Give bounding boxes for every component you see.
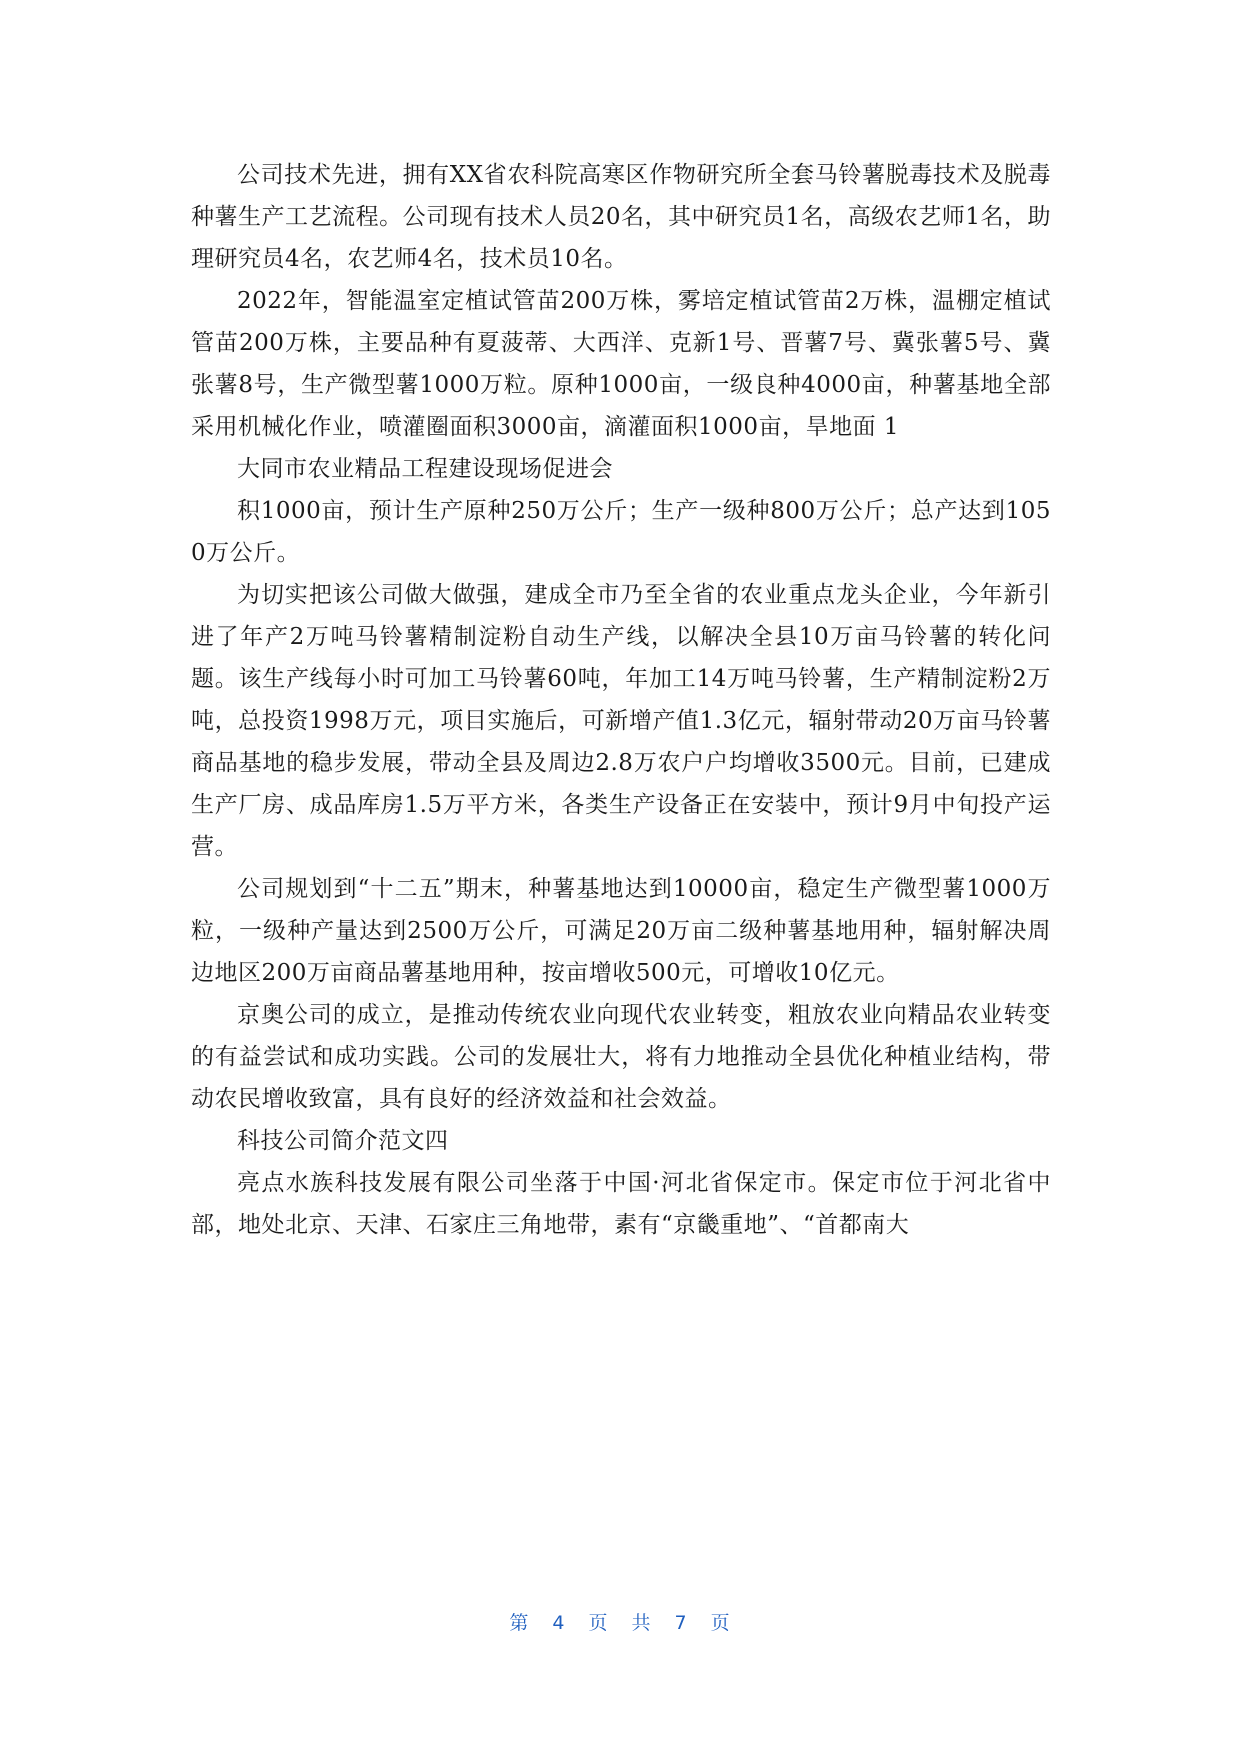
paragraph-2022-production: 2022年，智能温室定植试管苗200万株，雾培定植试管苗2万株，温棚定植试管苗200万株，主要品种有夏菠蒂、大西洋、克新1号、晋薯7号、冀张薯5号、冀张薯8号，生产微型薯1000万粒。原种1000亩，一级良种4000亩，种薯基地全部采用机械化作业，喷灌圈面积3000亩，滴灌面积1000亩，旱地面 1 bbox=[191, 288, 1051, 440]
paragraph-starch-line: 为切实把该公司做大做强，建成全市乃至全省的农业重点龙头企业，今年新引进了年产2万吨马铃薯精制淀粉自动生产线，以解决全县10万亩马铃薯的转化问题。该生产线每小时可加工马铃薯60吨，年加工14万吨马铃薯，生产精制淀粉2万吨，总投资1998万元，项目实施后，可新增产值1.3亿元，辐射带动20万亩马铃薯商品基地的稳步发展，带动全县及周边2.8万农户户均增收3500元。目前，已建成生产厂房、成品库房1.5万平方米，各类生产设备正在安装中，预计9月中旬投产运营。 bbox=[191, 582, 1051, 860]
paragraph-meeting-title: 大同市农业精品工程建设现场促进会 bbox=[237, 456, 613, 482]
page-number-footer: 第 4 页 共 7 页 bbox=[509, 1612, 732, 1634]
paragraph-liangdian-intro: 亮点水族科技发展有限公司坐落于中国·河北省保定市。保定市位于河北省中部，地处北京、天津、石家庄三角地带，素有“京畿重地”、“首都南大 bbox=[191, 1170, 1051, 1238]
paragraph-five-year-plan: 公司规划到“十二五”期末，种薯基地达到10000亩，稳定生产微型薯1000万粒，一级种产量达到2500万公斤，可满足20万亩二级种薯基地用种，辐射解决周边地区200万亩商品薯基地用种，按亩增收500元，可增收10亿元。 bbox=[191, 876, 1051, 986]
paragraph-yield-estimate: 积1000亩，预计生产原种250万公斤；生产一级种800万公斤；总产达到1050万公斤。 bbox=[191, 498, 1051, 566]
document-body bbox=[191, 154, 1051, 1246]
section-heading-sample-four: 科技公司简介范文四 bbox=[237, 1128, 449, 1154]
paragraph-jingao-significance: 京奥公司的成立，是推动传统农业向现代农业转变，粗放农业向精品农业转变的有益尝试和成功实践。公司的发展壮大，将有力地推动全县优化种植业结构，带动农民增收致富，具有良好的经济效益和社会效益。 bbox=[191, 1002, 1051, 1112]
paragraph-company-technology: 公司技术先进，拥有XX省农科院高寒区作物研究所全套马铃薯脱毒技术及脱毒种薯生产工艺流程。公司现有技术人员20名，其中研究员1名，高级农艺师1名，助理研究员4名，农艺师4名，技术员10名。 bbox=[191, 162, 1051, 272]
